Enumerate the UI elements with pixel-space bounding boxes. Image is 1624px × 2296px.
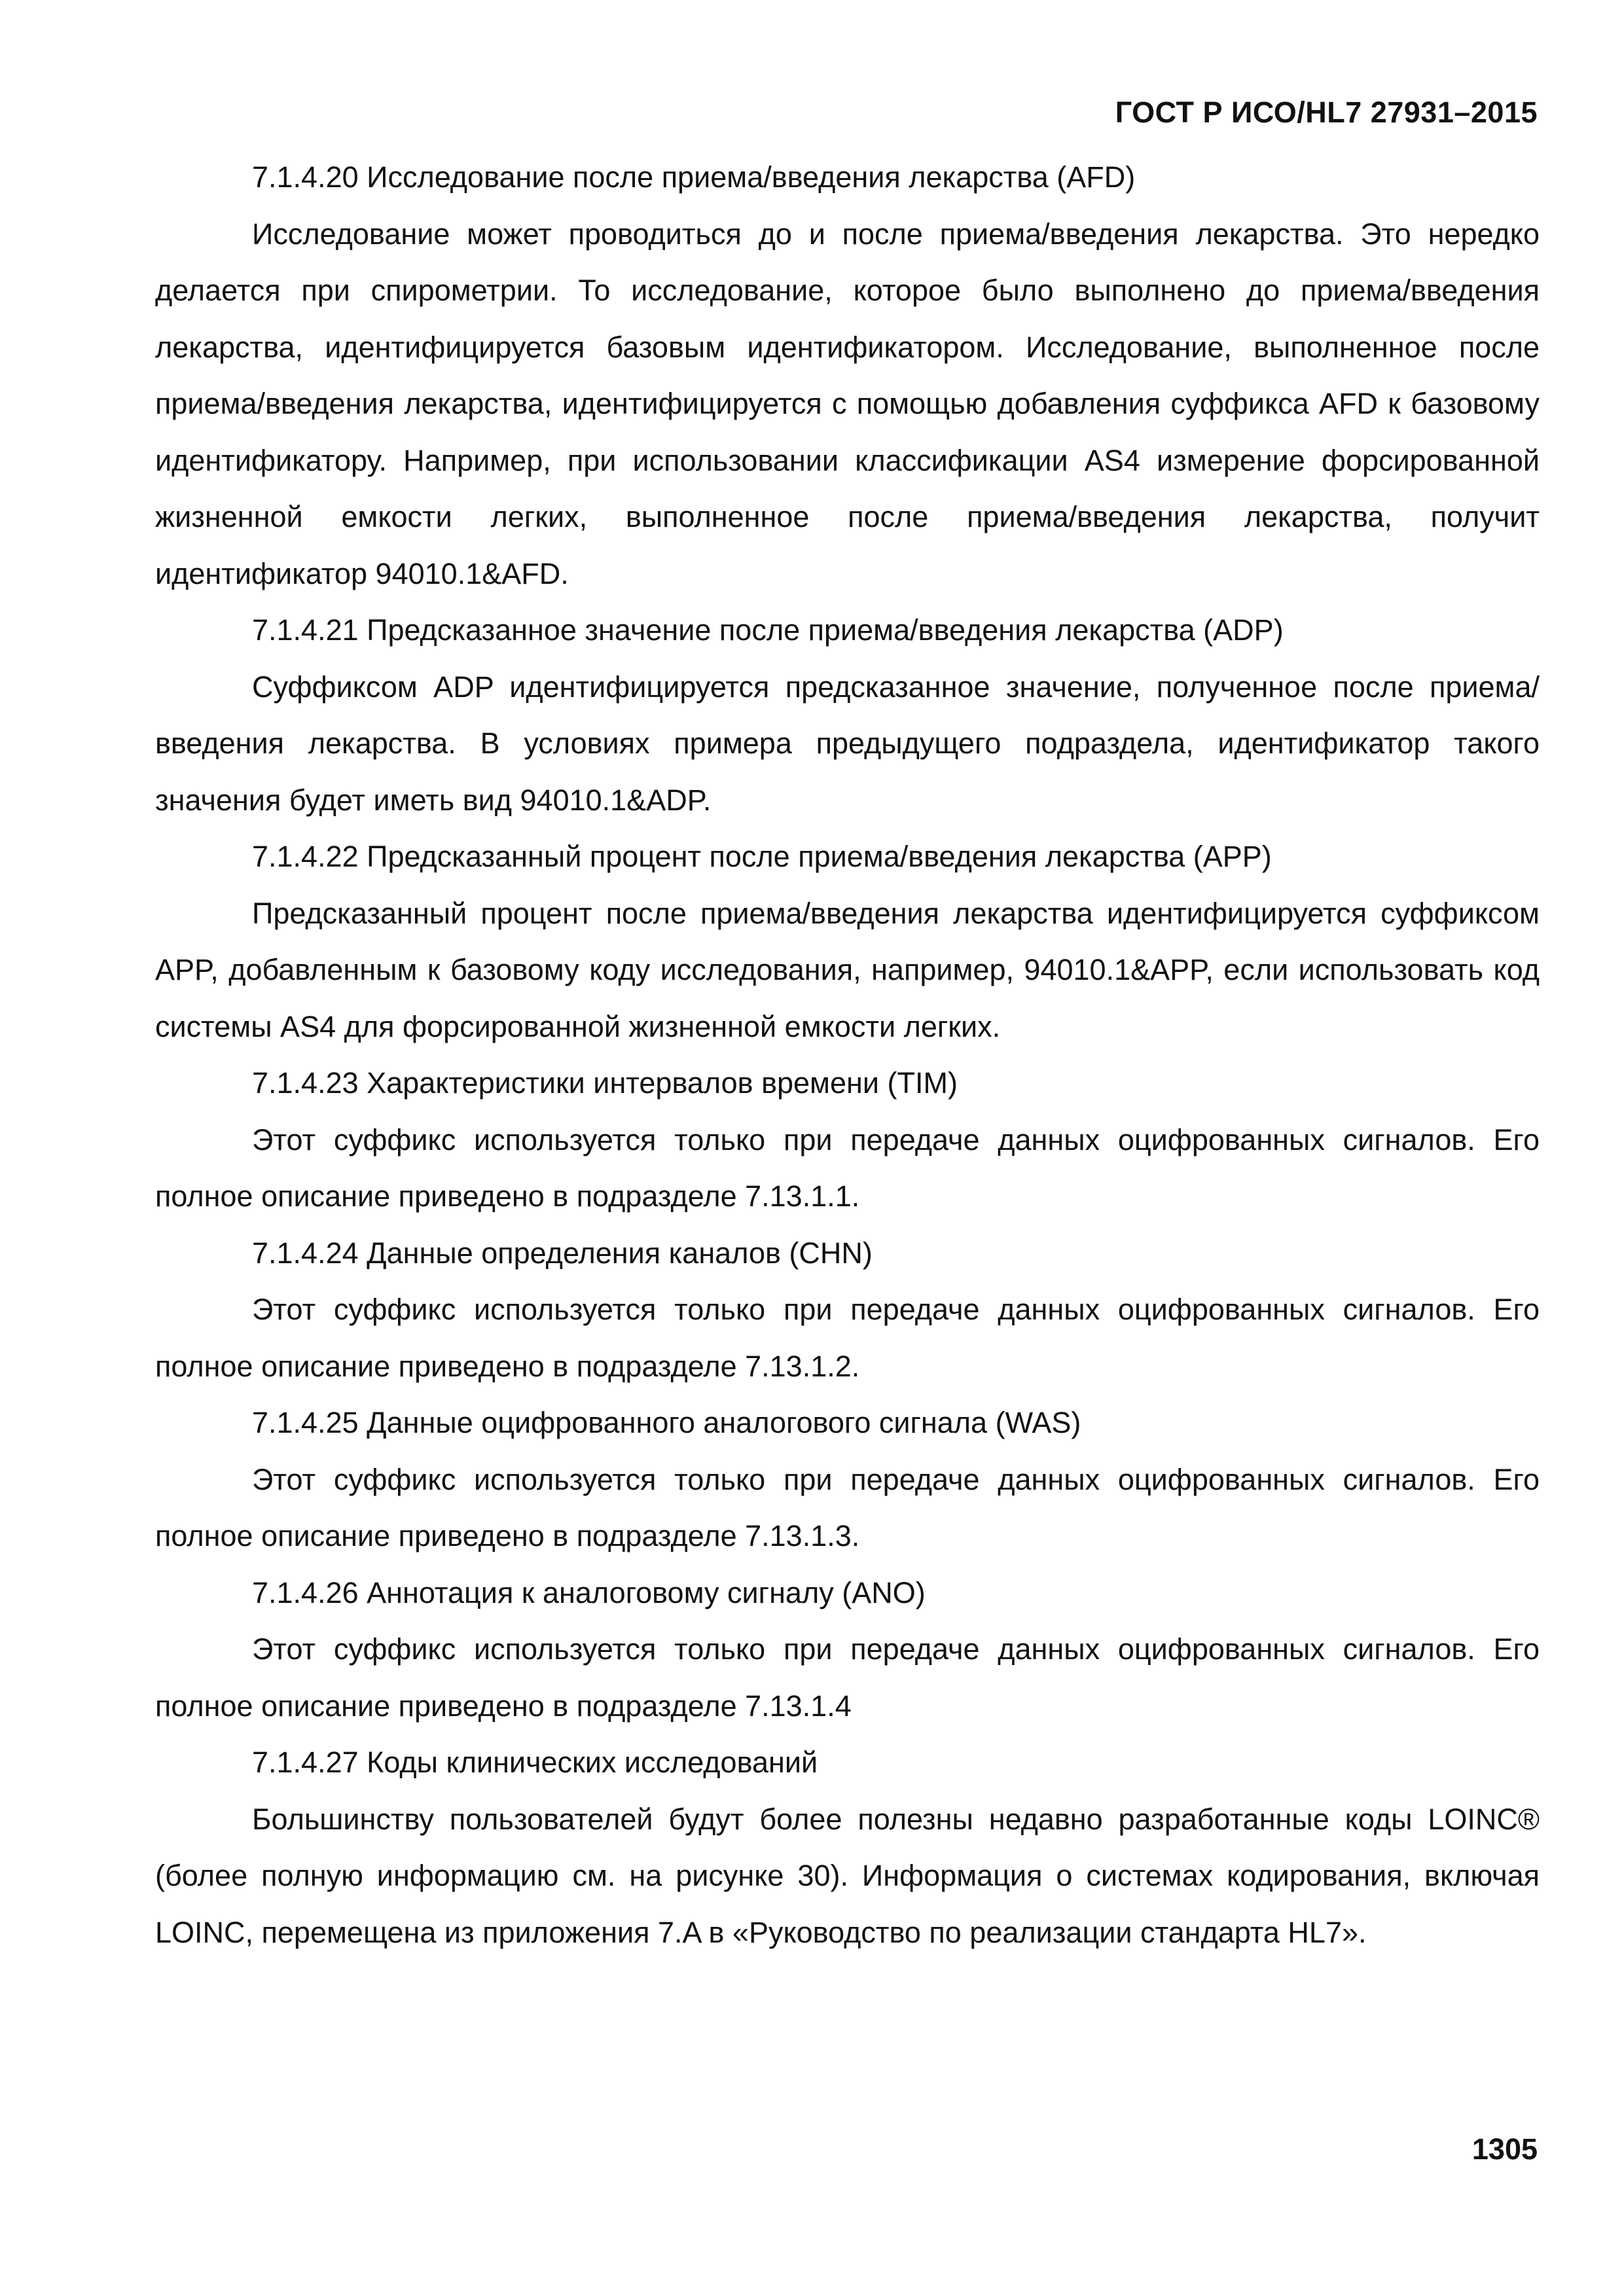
section-body-ano: Этот суффикс используется только при передаче данных оцифрованных сигналов. Его полное описание приведено в подразделе 7.13.1.4 (155, 1632, 1540, 1723)
section-heading-app: 7.1.4.22 Предсказанный процент после приема/введения лекарства (APP) (252, 840, 1272, 873)
section-heading-ano: 7.1.4.26 Аннотация к аналоговому сигналу (ANO) (252, 1575, 926, 1609)
section-body-was: Этот суффикс используется только при передаче данных оцифрованных сигналов. Его полное описание приведено в подразделе 7.13.1.3. (155, 1462, 1540, 1552)
section-heading-afd: 7.1.4.20 Исследование после приема/введения лекарства (AFD) (252, 160, 1136, 194)
page-number: 1305 (1471, 2132, 1538, 2166)
section-body-clinical-codes: Большинству пользователей будут более полезны недавно разработанные коды LOINC® (более полную информацию см. на рисунке 30). Информация о системах кодирования, включая LOINC, перемещена из приложения 7.A в «Руководство по реализации стандарта HL7». (155, 1802, 1540, 1949)
section-heading-adp: 7.1.4.21 Предсказанное значение после приема/введения лекарства (ADP) (252, 613, 1284, 647)
document-header: ГОСТ Р ИСО/HL7 27931–2015 (1115, 96, 1538, 129)
section-heading-tim: 7.1.4.23 Характеристики интервалов времени (TIM) (252, 1066, 958, 1100)
section-heading-was: 7.1.4.25 Данные оцифрованного аналогового сигнала (WAS) (252, 1406, 1081, 1439)
document-body (155, 149, 1540, 1961)
section-body-app: Предсказанный процент после приема/введения лекарства идентифицируется суффиксом APP, добавленным к базовому коду исследования, например, 94010.1&APP, если использовать код системы AS4 для форсированной жизненной емкости легких. (155, 896, 1540, 1043)
section-heading-chn: 7.1.4.24 Данные определения каналов (CHN) (252, 1236, 873, 1270)
section-body-adp: Суффиксом ADP идентифицируется предсказанное значение, полученное после приема/введения лекарства. В условиях примера предыдущего подраздела, идентификатор такого значения будет иметь вид 94010.1&ADP. (155, 670, 1540, 817)
section-heading-clinical-codes: 7.1.4.27 Коды клинических исследований (252, 1746, 818, 1779)
section-body-afd: Исследование может проводиться до и после приема/введения лекарства. Это нередко делается при спирометрии. То исследование, которое было выполнено до приема/введения лекарства, идентифицируется базовым идентификатором. Исследование, выполненное после приема/введения лекарства, идентифицируется с помощью добавления суффикса AFD к базовому идентификатору. Например, при использовании классификации AS4 измерение форсированной жизненной емкости легких, выполненное после приема/введения лекарства, получит идентификатор 94010.1&AFD. (155, 217, 1540, 590)
section-body-tim: Этот суффикс используется только при передаче данных оцифрованных сигналов. Его полное описание приведено в подразделе 7.13.1.1. (155, 1122, 1540, 1213)
section-body-chn: Этот суффикс используется только при передаче данных оцифрованных сигналов. Его полное описание приведено в подразделе 7.13.1.2. (155, 1293, 1540, 1383)
